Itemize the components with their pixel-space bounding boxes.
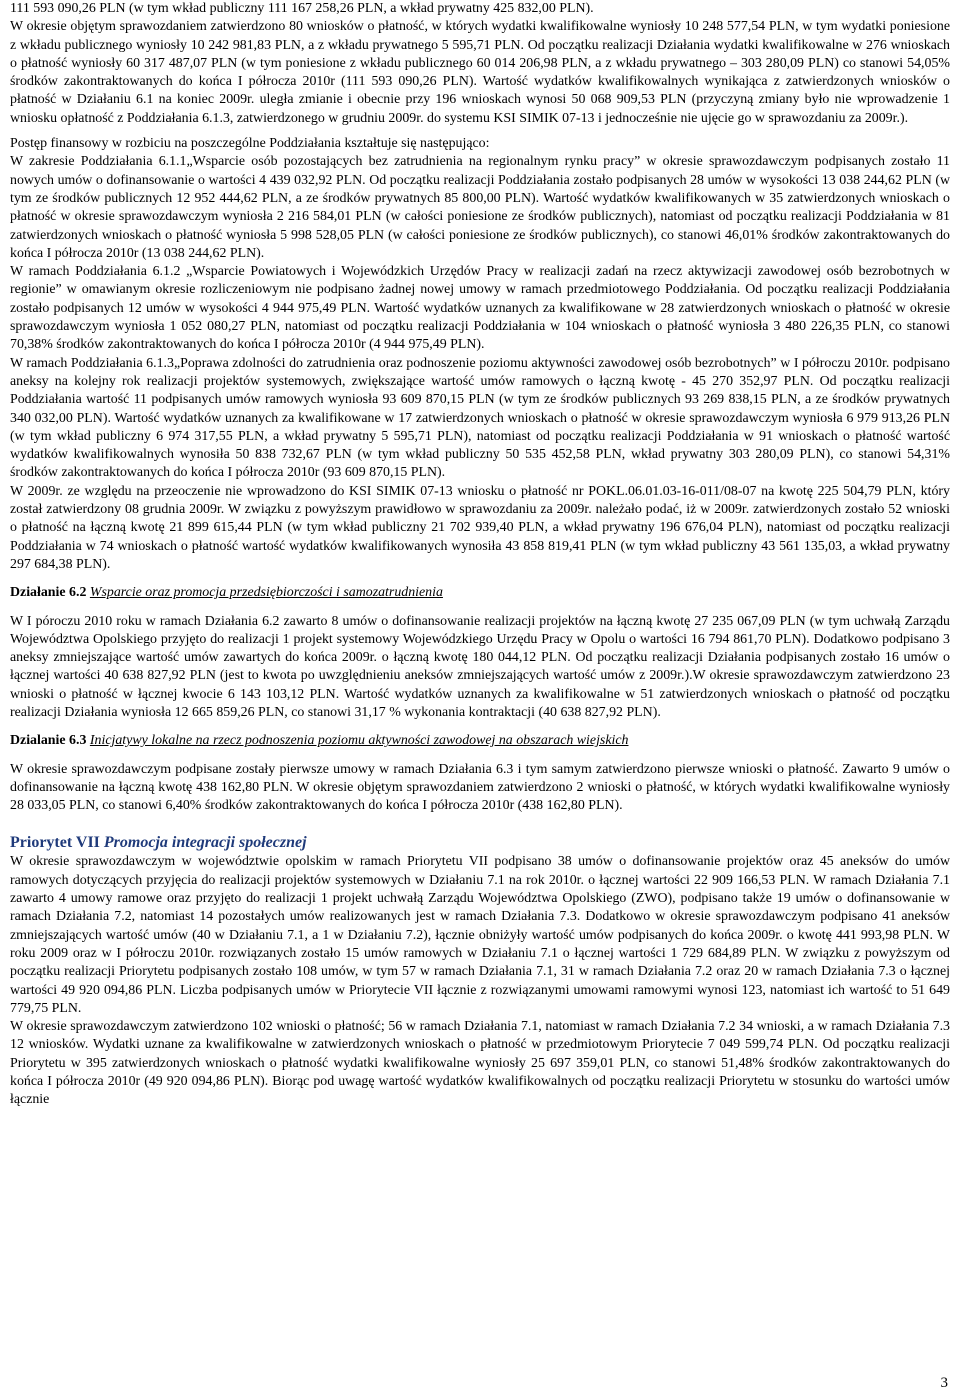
priority-title: Promocja integracji społecznej: [103, 834, 307, 852]
paragraph: 111 593 090,26 PLN (w tym wkład publiczny 111 167 258,26 PLN, a wkład prywatny 425 832,00 PLN).: [10, 1, 594, 16]
paragraph: W zakresie Poddziałania 6.1.1„Wsparcie osób pozostających bez zatrudnienia na regionalnym rynku pracy” w okresie sprawozdawczym podpisanych zostało 11 nowych umów o dofinansowanie o wartości 4 439 032,92 PLN. Od początku realizacji Poddziałania zostało podpisanych 28 umów w wysokości 13 038 244,62 PLN (w tym ze środków publicznych 12 952 444,62 PLN, a ze środków prywatnych 85 800,00 PLN). Wartość wydatków kwalifikowanych w 35 zatwierdzonych wnioskach o płatność w okresie sprawozdawczym wyniosła 2 216 584,01 PLN (w całości poniesione ze środków publicznych), natomiast od początku realizacji Poddziałania w 81 zatwierdzonych wnioskach o płatność wyniosła 5 998 528,05 PLN (w całości poniesione ze środków publicznych), co stanowi 46,01% środków zakontraktowanych do końca I półrocza 2010r (13 038 244,62 PLN).: [10, 154, 950, 261]
priority-heading: [10, 833, 950, 853]
section-title: Wsparcie oraz promocja przedsiębiorczości i samozatrudnienia: [89, 585, 443, 601]
paragraph: W ramach Poddziałania 6.1.3„Poprawa zdolności do zatrudnienia oraz podnoszenie poziomu aktywności zawodowej osób bezrobotnych” w I półroczu 2010r. podpisano aneksy na kolejny rok realizacji projektów systemowych, zwiększające wartość umów ramowych o łączną kwotę - 45 270 352,97 PLN. Od początku realizacji Poddziałania wartość 11 podpisanych umów ramowych wyniosła 93 609 870,15 PLN (w tym ze środków publicznych 93 269 838,15 PLN, a ze środków prywatnych 340 032,00 PLN). Wartość wydatków uznanych za kwalifikowane w 17 zatwierdzonych wnioskach o płatność w okresie sprawozdawczym wyniosła 6 979 913,26 PLN (w tym wkład publiczny 6 974 317,55 PLN, a wkład prywatny 5 595,71 PLN), natomiast od początku realizacji Poddziałania w 91 wnioskach o płatność wartość wydatków kwalifikowalnych wynosiła 50 838 732,67 PLN (w tym wkład publiczny 50 535 452,58 PLN, wkład prywatny 303 280,09 PLN), co stanowi 54,31% środków zakontraktowanych do końca I półrocza 2010r (93 609 870,15 PLN).: [10, 355, 950, 481]
paragraph: Postęp finansowy w rozbiciu na poszczególne Poddziałania kształtuje się następująco:: [10, 136, 490, 152]
page-number: 3: [940, 1375, 948, 1391]
paragraph: W okresie sprawozdawczym podpisane zostały pierwsze umowy w ramach Działania 6.3 i tym samym zatwierdzono pierwsze wnioski o płatność. Zawarto 9 umów o dofinansowanie na łączną kwotę 438 162,80 PLN. W okresie objętym sprawozdaniem zatwierdzono 2 wnioski o płatność, w których wydatki kwalifikowalne wyniosły 28 033,05 PLN, co stanowi 6,40% środków zakontraktowanych do końca I półrocza 2010r (438 162,80 PLN).: [10, 761, 950, 814]
section-number: Dzialanie 6.3: [10, 733, 87, 749]
paragraph: W okresie sprawozdawczym w województwie opolskim w ramach Priorytetu VII podpisano 38 umów o dofinansowanie projektów oraz 45 aneksów do umów ramowych dotyczących przyjęcia do realizacji projektów systemowych w Działaniu 7.1 na rok 2010r. o łącznej wartości 22 909 166,53 PLN. W ramach Działania 7.1 zawarto 4 umowy ramowe oraz przyjęto do realizacji 1 projekt uchwałą Zarządu Województwa Opolskiego (ZWO), podpisano także 19 umów o dofinansowanie w ramach Działania 7.2, natomiast 14 pozostałych umów realizowanych jest w ramach Działania 7.3. Dodatkowo w okresie sprawozdawczym podpisano 41 aneksów zmniejszających wartość umów (40 w Działaniu 7.1, a 1 w Działaniu 7.2), łącznie obniżyły wartość umów podpisanych do końca 2009r. o kwotę 441 993,98 PLN. W roku 2009 oraz w I półroczu 2010r. rozwiązanych zostało 15 umów ramowych w Działaniu 7.1 o łącznej wartości 1 729 684,89 PLN. W związku z powyższym od początku realizacji Priorytetu podpisanych zostało 108 umów, w tym 57 w ramach Działania 7.1, 31 w ramach Działania 7.2 oraz 20 w ramach Działania 7.3 o łącznej wartości 49 920 094,86 PLN. Liczba podpisanych umów w Priorytecie VII łącznie z rozwiązanymi umowami ramowymi wynosi 123, natomiast ich wartość to 51 649 779,75 PLN.: [10, 854, 950, 1016]
document-page: [10, 0, 950, 1110]
section-title: Inicjatywy lokalne na rzecz podnoszenia poziomu aktywności zawodowej na obszarach wiejskich: [89, 733, 629, 749]
section-heading-6-2: [10, 584, 950, 602]
section-number: Działanie 6.2: [10, 585, 87, 601]
priority-label: Priorytet VII: [10, 834, 100, 852]
paragraph: W okresie sprawozdawczym zatwierdzono 102 wnioski o płatność; 56 w ramach Działania 7.1, natomiast w ramach Działania 7.2 34 wnioski, a w ramach Działania 7.3 12 wniosków. Wydatki uznane za kwalifikowalne w zatwierdzonych wnioskach o płatność w przedmiotowym Priorytecie 7 049 599,74 PLN. Od początku realizacji Priorytetu w 395 zatwierdzonych wnioskach o płatność wydatki kwalifikowalne wyniosły 25 697 359,01 PLN, co stanowi 51,48% środków zakontraktowanych do końca I półrocza 2010r (49 920 094,86 PLN). Biorąc pod uwagę wartość wydatków kwalifikowalnych od początku realizacji Priorytetu w stosunku do wartości umów łącznie: [10, 1019, 950, 1108]
paragraph: W ramach Poddziałania 6.1.2 „Wsparcie Powiatowych i Wojewódzkich Urzędów Pracy w realizacji zadań na rzecz aktywizacji zawodowej osób bezrobotnych w regionie” w omawianym okresie rozliczeniowym nie podpisano żadnej nowej umowy w ramach przedmiotowego Poddziałania. Od początku realizacji Poddziałania zostało podpisanych 12 umów w wysokości 4 944 975,49 PLN. Wartość wydatków uznanych za kwalifikowane w 28 zatwierdzonych wnioskach o płatność w okresie sprawozdawczym wyniosła 1 052 080,27 PLN, natomiast od początku realizacji Poddziałania w 104 wnioskach o płatność wyniosła 3 480 226,35 PLN, co stanowi 70,38% środków zakontraktowanych do końca I półrocza 2010r (4 944 975,49 PLN).: [10, 264, 950, 353]
paragraph: W 2009r. ze względu na przeoczenie nie wprowadzono do KSI SIMIK 07-13 wniosku o płatność nr POKL.06.01.03-16-011/08-07 na kwotę 225 504,79 PLN, który został zatwierdzony 08 grudnia 2009r. W związku z powyższym prawidłowo w sprawozdaniu za 2009r. należało podać, iż w 2009r. zatwierdzonych zostało 52 wnioski o płatność na łączną kwotę 21 899 615,44 PLN (w tym wkład publiczny 21 702 939,40 PLN, a wkład prywatny 196 676,04 PLN), natomiast od początku realizacji Poddziałania w 74 wnioskach o płatność wartość wydatków kwalifikowanych wynosiła 43 858 819,41 PLN (w tym wkład publiczny 43 561 135,03, a wkład prywatny 297 684,38 PLN).: [10, 483, 950, 572]
section-heading-6-3: [10, 732, 950, 750]
paragraph: W I póroczu 2010 roku w ramach Działania 6.2 zawarto 8 umów o dofinansowanie realizacji projektów na łączną kwotę 27 235 067,09 PLN (w tym uchwałą Zarządu Województwa Opolskiego przyjęto do realizacji 1 projekt systemowy Wojewódzkiego Urzędu Pracy w Opolu o wartości 16 794 861,70 PLN). Dodatkowo podpisano 3 aneksy zmniejszające wartość umów zawartych do końca 2009r. o łączną kwotę 180 044,12 PLN. Od początku realizacji Działania podpisanych zostało 16 umów o łącznej wartości 40 638 827,92 PLN (jest to kwota po uwzględnieniu aneksów zmniejszających wartość umów z 2009r.).W okresie sprawozdawczym zatwierdzono 23 wnioski o płatność w łącznej kwocie 6 143 103,12 PLN. Wartość wydatków uznanych za kwalifikowalne w 51 zatwierdzonych wnioskach o płatność od początku realizacji Działania wyniosła 12 665 859,26 PLN, co stanowi 31,17 % wykonania kontraktacji (40 638 827,92 PLN).: [10, 613, 950, 720]
paragraph: W okresie objętym sprawozdaniem zatwierdzono 80 wniosków o płatność, w których wydatki kwalifikowalne wyniosły 10 248 577,54 PLN, w tym wydatki poniesione z wkładu publicznego wyniosły 10 242 981,83 PLN, a z wkładu prywatnego 5 595,71 PLN. Od początku realizacji Działania wydatki kwalifikowalne w 276 wnioskach o płatność wyniosły 60 317 487,07 PLN (w tym poniesione z wkładu publicznego 60 014 206,98 PLN, a z wkładu prywatnego – 303 280,09 PLN) co stanowi 54,05% środków zakontraktowanych do końca I półrocza 2010r (111 593 090,26 PLN). Wartość wydatków kwalifikowalnych wynikająca z zatwierdzonych wniosków o płatność w Działaniu 6.1 na koniec 2009r. uległa zmianie i obecnie przy 196 wnioskach wynosi 50 068 909,53 PLN (przyczyną zmiany było nie wprowadzenie 1 wniosku opłatność z Poddziałania 6.1.3, zatwierdzonego w grudniu 2009r. do systemu KSI SIMIK 07-13 i jednocześnie nie ujęcie go w sprawozdaniu za 2009r.).: [10, 19, 950, 126]
